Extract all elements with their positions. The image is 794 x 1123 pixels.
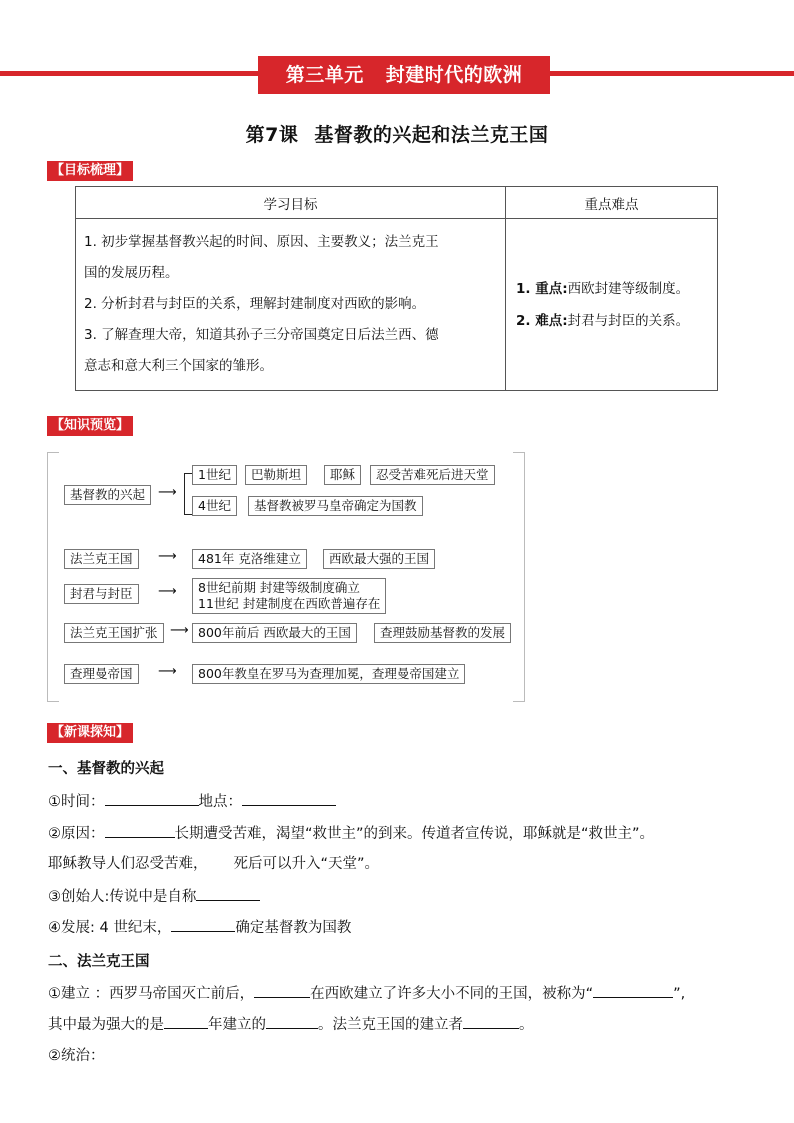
q-time-label: ①时间： — [48, 794, 105, 810]
node-feudal-system — [192, 578, 386, 614]
blank-founder-name[interactable] — [463, 1014, 519, 1029]
node-coronation: 800年教皇在罗马为查理加冕，查理曼帝国建立 — [192, 664, 465, 684]
section-christianity-title: 一、基督教的兴起 — [48, 761, 164, 777]
newlesson-tag: 【新课探知】 — [47, 723, 133, 743]
node-jesus: 耶稣 — [324, 465, 361, 485]
goal-line: 意志和意大利三个国家的雏形。 — [84, 358, 273, 374]
lesson-name: 基督教的兴起和法兰克王国 — [314, 124, 549, 146]
node-heaven-teaching: 忍受苦难死后进天堂 — [370, 465, 495, 485]
node-lord-vassal: 封君与封臣 — [64, 584, 139, 604]
q-reason-text: 长期遭受苦难，渴望“救世主”的到来。传道者宣传说，耶稣就是“救世主”。 — [174, 826, 655, 842]
difficult-point-label: 2. 难点: — [516, 312, 568, 329]
q-establish-text: 在西欧建立了许多大小不同的王国，被称为“ — [310, 986, 594, 1002]
node-carolingian-empire: 查理曼帝国 — [64, 664, 139, 684]
objectives-tag: 【目标梳理】 — [47, 161, 133, 181]
node-frankish-kingdom: 法兰克王国 — [64, 549, 139, 569]
node-strongest-kingdom: 西欧最大强的王国 — [323, 549, 435, 569]
goal-line: 2. 分析封君与封臣的关系，理解封建制度对西欧的影响。 — [84, 296, 426, 312]
q-rule: ②统治： — [48, 1048, 105, 1064]
difficult-point-text: 封君与封臣的关系。 — [567, 312, 690, 329]
q-time-place — [48, 791, 768, 812]
q-develop-text: 确定基督教为国教 — [235, 920, 352, 936]
q-reason — [48, 823, 768, 844]
q-reason-label: ②原因： — [48, 826, 105, 842]
arrow-icon: ⟶ — [158, 664, 177, 679]
key-point-text: 西欧封建等级制度。 — [567, 280, 690, 297]
q-founder-label: ③创始人:传说中是自称 — [48, 889, 197, 905]
blank-time[interactable] — [105, 791, 199, 806]
node-christianity-rise: 基督教的兴起 — [64, 485, 151, 505]
q-strongest-text-c: 。法兰克王国的建立者 — [318, 1017, 463, 1033]
diagram-frame-right — [513, 452, 525, 702]
arrow-icon: ⟶ — [158, 485, 177, 500]
unit-title: 封建时代的欧洲 — [385, 64, 523, 86]
node-clovis-founded: 481年 克洛维建立 — [192, 549, 307, 569]
arrow-icon: ⟶ — [158, 549, 177, 564]
brace-bracket — [184, 473, 192, 515]
blank-develop[interactable] — [171, 917, 235, 932]
goal-line: 国的发展历程。 — [84, 265, 179, 281]
preview-tag: 【知识预览】 — [47, 416, 133, 436]
goal-line: 3. 了解查理大帝，知道其孙子三分帝国奠定日后法兰西、德 — [84, 327, 439, 343]
q-place-label: 地点： — [198, 794, 242, 810]
node-charles-christianity: 查理鼓励基督教的发展 — [374, 623, 511, 643]
objectives-col-header: 学习目标 — [76, 187, 506, 219]
q-establish — [48, 983, 768, 1004]
q-teaching — [48, 854, 768, 874]
q-strongest-text-a: 其中最为强大的是 — [48, 1017, 164, 1033]
q-establish-label: ①建立 ：西罗马帝国灭亡前后， — [48, 986, 255, 1002]
feudal-line-1: 8世纪前期 封建等级制度确立 — [198, 580, 360, 595]
section-frankish-title: 二、法兰克王国 — [48, 954, 150, 970]
unit-number: 第三单元 — [285, 64, 364, 86]
diagram-frame-left — [47, 452, 59, 702]
node-kingdom-expansion: 法兰克王国扩张 — [64, 623, 164, 643]
q-establish-end: ”, — [673, 986, 686, 1002]
node-palestine: 巴勒斯坦 — [245, 465, 307, 485]
goal-line: 1. 初步掌握基督教兴起的时间、原因、主要教义；法兰克王 — [84, 234, 439, 250]
blank-establish-1[interactable] — [254, 983, 310, 998]
blank-founder[interactable] — [196, 886, 260, 901]
blank-year[interactable] — [164, 1014, 208, 1029]
blank-reason[interactable] — [105, 823, 175, 838]
q-strongest-text-b: 年建立的 — [208, 1017, 266, 1033]
arrow-icon: ⟶ — [158, 584, 177, 599]
node-1st-century: 1世纪 — [192, 465, 237, 485]
node-4th-century: 4世纪 — [192, 496, 237, 516]
arrow-icon: ⟶ — [170, 623, 189, 638]
objectives-list — [76, 219, 506, 391]
teaching-text-b: 死后可以升入“天堂”。 — [233, 856, 380, 872]
q-founder — [48, 886, 768, 907]
key-point — [516, 273, 707, 305]
q-develop-label: ④发展: 4 世纪末， — [48, 920, 172, 936]
teaching-text-a: 耶稣教导人们忍受苦难， — [48, 856, 208, 872]
node-state-religion: 基督教被罗马皇帝确定为国教 — [248, 496, 423, 516]
blank-kingdom[interactable] — [266, 1014, 318, 1029]
objectives-table — [75, 186, 718, 391]
keypoints-cell — [506, 219, 718, 391]
unit-banner — [258, 56, 550, 94]
difficult-point — [516, 305, 707, 337]
keypoints-col-header: 重点难点 — [506, 187, 718, 219]
q-strongest — [48, 1014, 768, 1035]
lesson-title — [0, 120, 794, 147]
q-development — [48, 917, 768, 938]
q-strongest-text-d: 。 — [519, 1017, 534, 1033]
lesson-number: 第7课 — [245, 124, 299, 146]
blank-establish-2[interactable] — [593, 983, 673, 998]
blank-place[interactable] — [242, 791, 336, 806]
node-largest-kingdom: 800年前后 西欧最大的王国 — [192, 623, 357, 643]
knowledge-diagram — [47, 448, 525, 706]
key-point-label: 1. 重点: — [516, 280, 568, 297]
feudal-line-2: 11世纪 封建制度在西欧普遍存在 — [198, 596, 381, 611]
